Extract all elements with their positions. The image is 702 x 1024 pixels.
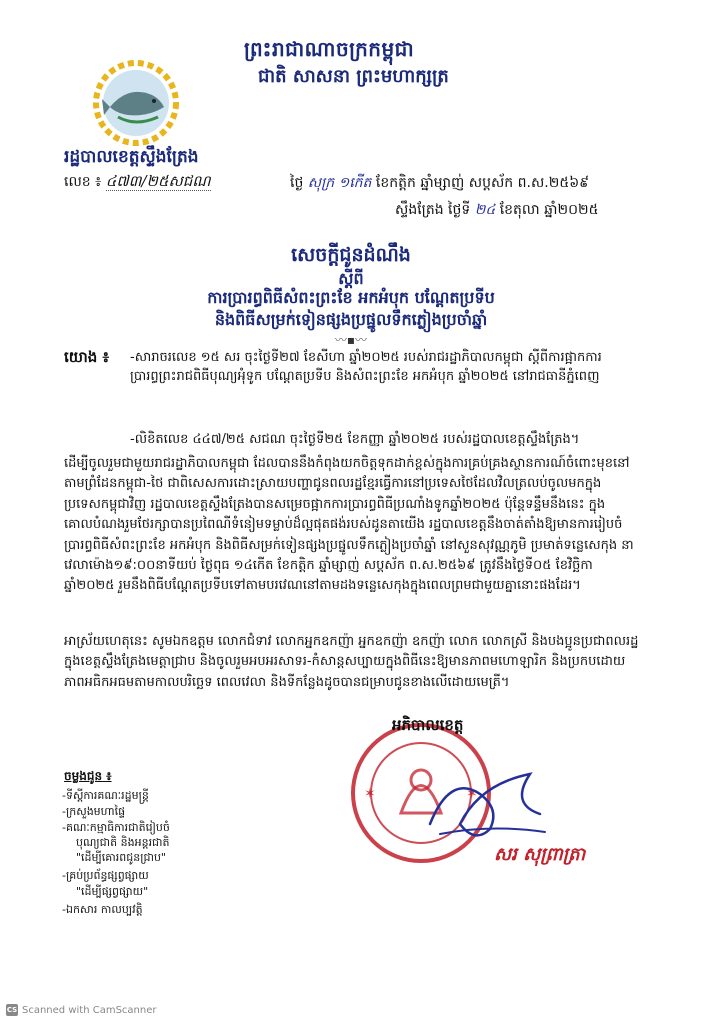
cc-title: ចម្លងជូន ៖ xyxy=(64,769,112,783)
reference-number xyxy=(64,172,211,194)
title-ornament: 〰▪〰 xyxy=(334,333,368,347)
solar-rest: ខែតុលា ឆ្នាំ២០២៥ xyxy=(499,202,599,218)
cc-item: -គណៈកម្មាធិការជាតិរៀបចំ xyxy=(62,821,170,834)
scanner-watermark xyxy=(6,1004,157,1016)
about-label: ស្តីពី xyxy=(338,269,364,288)
handwritten-signature xyxy=(420,754,550,844)
lunar-day-handwritten: សុក្រ ១កើត xyxy=(307,175,372,191)
cc-item: "ដើម្បីគោរពជូនជ្រាប" xyxy=(76,851,166,864)
subject-line-1: ការប្រារព្ធពិធីសំពះព្រះខែ អកអំបុក បណ្តែតប្រទីប xyxy=(207,288,495,307)
ref-number-value: ៤៧៣/២៥សជណ xyxy=(105,172,211,190)
cc-item: -គ្រប់ប្រព័ន្ធផ្សព្វផ្សាយ xyxy=(62,869,149,882)
kingdom-heading: ព្រះរាជាណាចក្រកម្ពុជា xyxy=(244,37,415,61)
royal-seal-logo xyxy=(88,55,184,151)
body-paragraph-1: ដើម្បីចូលរួមជាមួយរាជរដ្ឋាភិបាលកម្ពុជា ដែលបាននឹងកំពុងយកចិត្តទុកដាក់ខ្ពស់ក្នុងការគ្រប់គ្រងស្ថានការណ៍ចំពោះមុខនៅតាមព្រំដែនកម្ពុជា-ថៃ ជាពិសេសការដោះស្រាយបញ្ហាជូនពលរដ្ឋខ្មែរធ្វើការនៅប្រទេសថៃដែលវិលត្រលប់ចូលមកក្នុងប្រទេសកម្ពុជាវិញ រដ្ឋបាលខេត្តស្ទឹងត្រែងបានសម្រេចផ្អាកការប្រារព្ធពិធីប្រណាំងទូកឆ្នាំ២០២៥ ប៉ុន្តែទន្ទឹមនឹងនេះ ក្នុងគោលបំណងរួមថែរក្សាបានប្រពៃណីទំនៀមទម្លាប់ដ៏ល្អផុតផង់របស់ដូនតាយើង រដ្ឋបាលខេត្តនឹងចាត់តាំងឱ្យមានការរៀបចំប្រារព្ធពិធីសំពះព្រះខែ អកអំបុក និងពិធីសម្រក់ទៀនផ្សងប្រផ្នូលទឹកភ្លៀងប្រចាំឆ្នាំ នៅសួនសុវណ្ណភូមិ ប្រមាត់ទន្លេសេកុង នាវេលាម៉ោង១៩:០០នាទីយប់ ថ្ងៃពុធ ១៤កើត ខែកត្តិក ឆ្នាំម្សាញ់ សប្តស័ក ព.ស.២៥៦៩ ត្រូវនឹងថ្ងៃទី០៥ ខែវិច្ឆិកា ឆ្នាំ២០២៥ រួមនឹងពិធីបណ្តែតប្រទីបទៅតាមបរវេណនៅតាមដងទន្លេសេកុងក្នុងពេលព្រមជាមួយគ្នានោះផងដែរ។ xyxy=(64,456,634,594)
cc-item: បុណ្យជាតិ និងអន្តរជាតិ xyxy=(76,836,170,849)
watermark-text: Scanned with CamScanner xyxy=(22,1004,157,1016)
solar-day-handwritten: ២៤ xyxy=(474,202,496,218)
cc-item: "ដើម្បីផ្សព្វផ្សាយ" xyxy=(76,885,149,898)
cc-item: -ក្រសួងមហាផ្ទៃ xyxy=(62,805,126,818)
signatory-role: អភិបាលខេត្ត xyxy=(392,716,464,734)
cc-item: -ឯកសារ កាលប្បវត្តិ xyxy=(62,903,143,916)
solar-prefix: ស្ទឹងត្រែង ថ្ងៃទី xyxy=(395,202,471,218)
lunar-date xyxy=(290,173,589,194)
camscanner-icon: CS xyxy=(6,1006,18,1014)
reference-1: -សារាចរលេខ ១៥ សរ ចុះថ្ងៃទី២៧ ខែសីហា ឆ្នាំ២០២៥ របស់រាជរដ្ឋាភិបាលកម្ពុជា ស្តីពីការផ្អាកការប្រារព្ធព្រះរាជពិធីបុណ្យអុំទូក បណ្តែតប្រទីប និងសំពះព្រះខែ អកអំបុក ឆ្នាំ២០២៥ នៅរាជធានីភ្នំពេញ xyxy=(130,350,602,384)
ref-prefix: លេខ ៖ xyxy=(64,174,102,190)
document-title: សេចក្តីជូនដំណឹង xyxy=(291,244,411,266)
svg-text:✶: ✶ xyxy=(364,786,376,802)
signatory-name: សរ សុព្រាត្រា xyxy=(494,844,586,865)
references-label: យោង ៖ xyxy=(64,348,110,366)
administration-name: រដ្ឋបាលខេត្តស្ទឹងត្រែង xyxy=(64,147,199,167)
lunar-rest: ខែកត្តិក ឆ្នាំម្សាញ់ សប្តស័ក ព.ស.២៥៦៩ xyxy=(375,175,590,191)
solar-date xyxy=(395,200,599,221)
motto-heading: ជាតិ សាសនា ព្រះមហាក្សត្រ xyxy=(258,66,449,87)
body-paragraph-2: អាស្រ័យហេតុនេះ សូមឯកឧត្តម លោកជំទាវ លោកអ្នកឧកញ៉ា អ្នកឧកញ៉ា ឧកញ៉ា លោក លោកស្រី និងបងប្អូនប្រជាពលរដ្ឋក្នុងខេត្តស្ទឹងត្រែងមេត្តាជ្រាប និងចូលរួមអបអរសាទរ-កំសាន្តសប្បាយក្នុងពិធីនេះឱ្យមានភាពមហោឡារិក និងប្រកបដោយភាពអធិកអធមតាមកាលបរិច្ឆេទ ពេលវេលា និងទីកន្លែងដូចបានជម្រាបជូនខាងលើដោយមេត្រី។ xyxy=(64,634,639,690)
cc-item: -ទីស្តីការគណៈរដ្ឋមន្ត្រី xyxy=(62,789,149,802)
lunar-prefix: ថ្ងៃ xyxy=(290,175,304,191)
svg-text:✶: ✶ xyxy=(466,786,478,802)
reference-2: -លិខិតលេខ ៤៤៧/២៥ សជណ ចុះថ្ងៃទី២៥ ខែកញ្ញា ឆ្នាំ២០២៥ របស់រដ្ឋបាលខេត្តស្ទឹងត្រែង។ xyxy=(130,432,580,447)
subject-line-2: និងពិធីសម្រក់ទៀនផ្សងប្រផ្នូលទឹកភ្លៀងប្រចាំឆ្នាំ xyxy=(214,310,488,329)
